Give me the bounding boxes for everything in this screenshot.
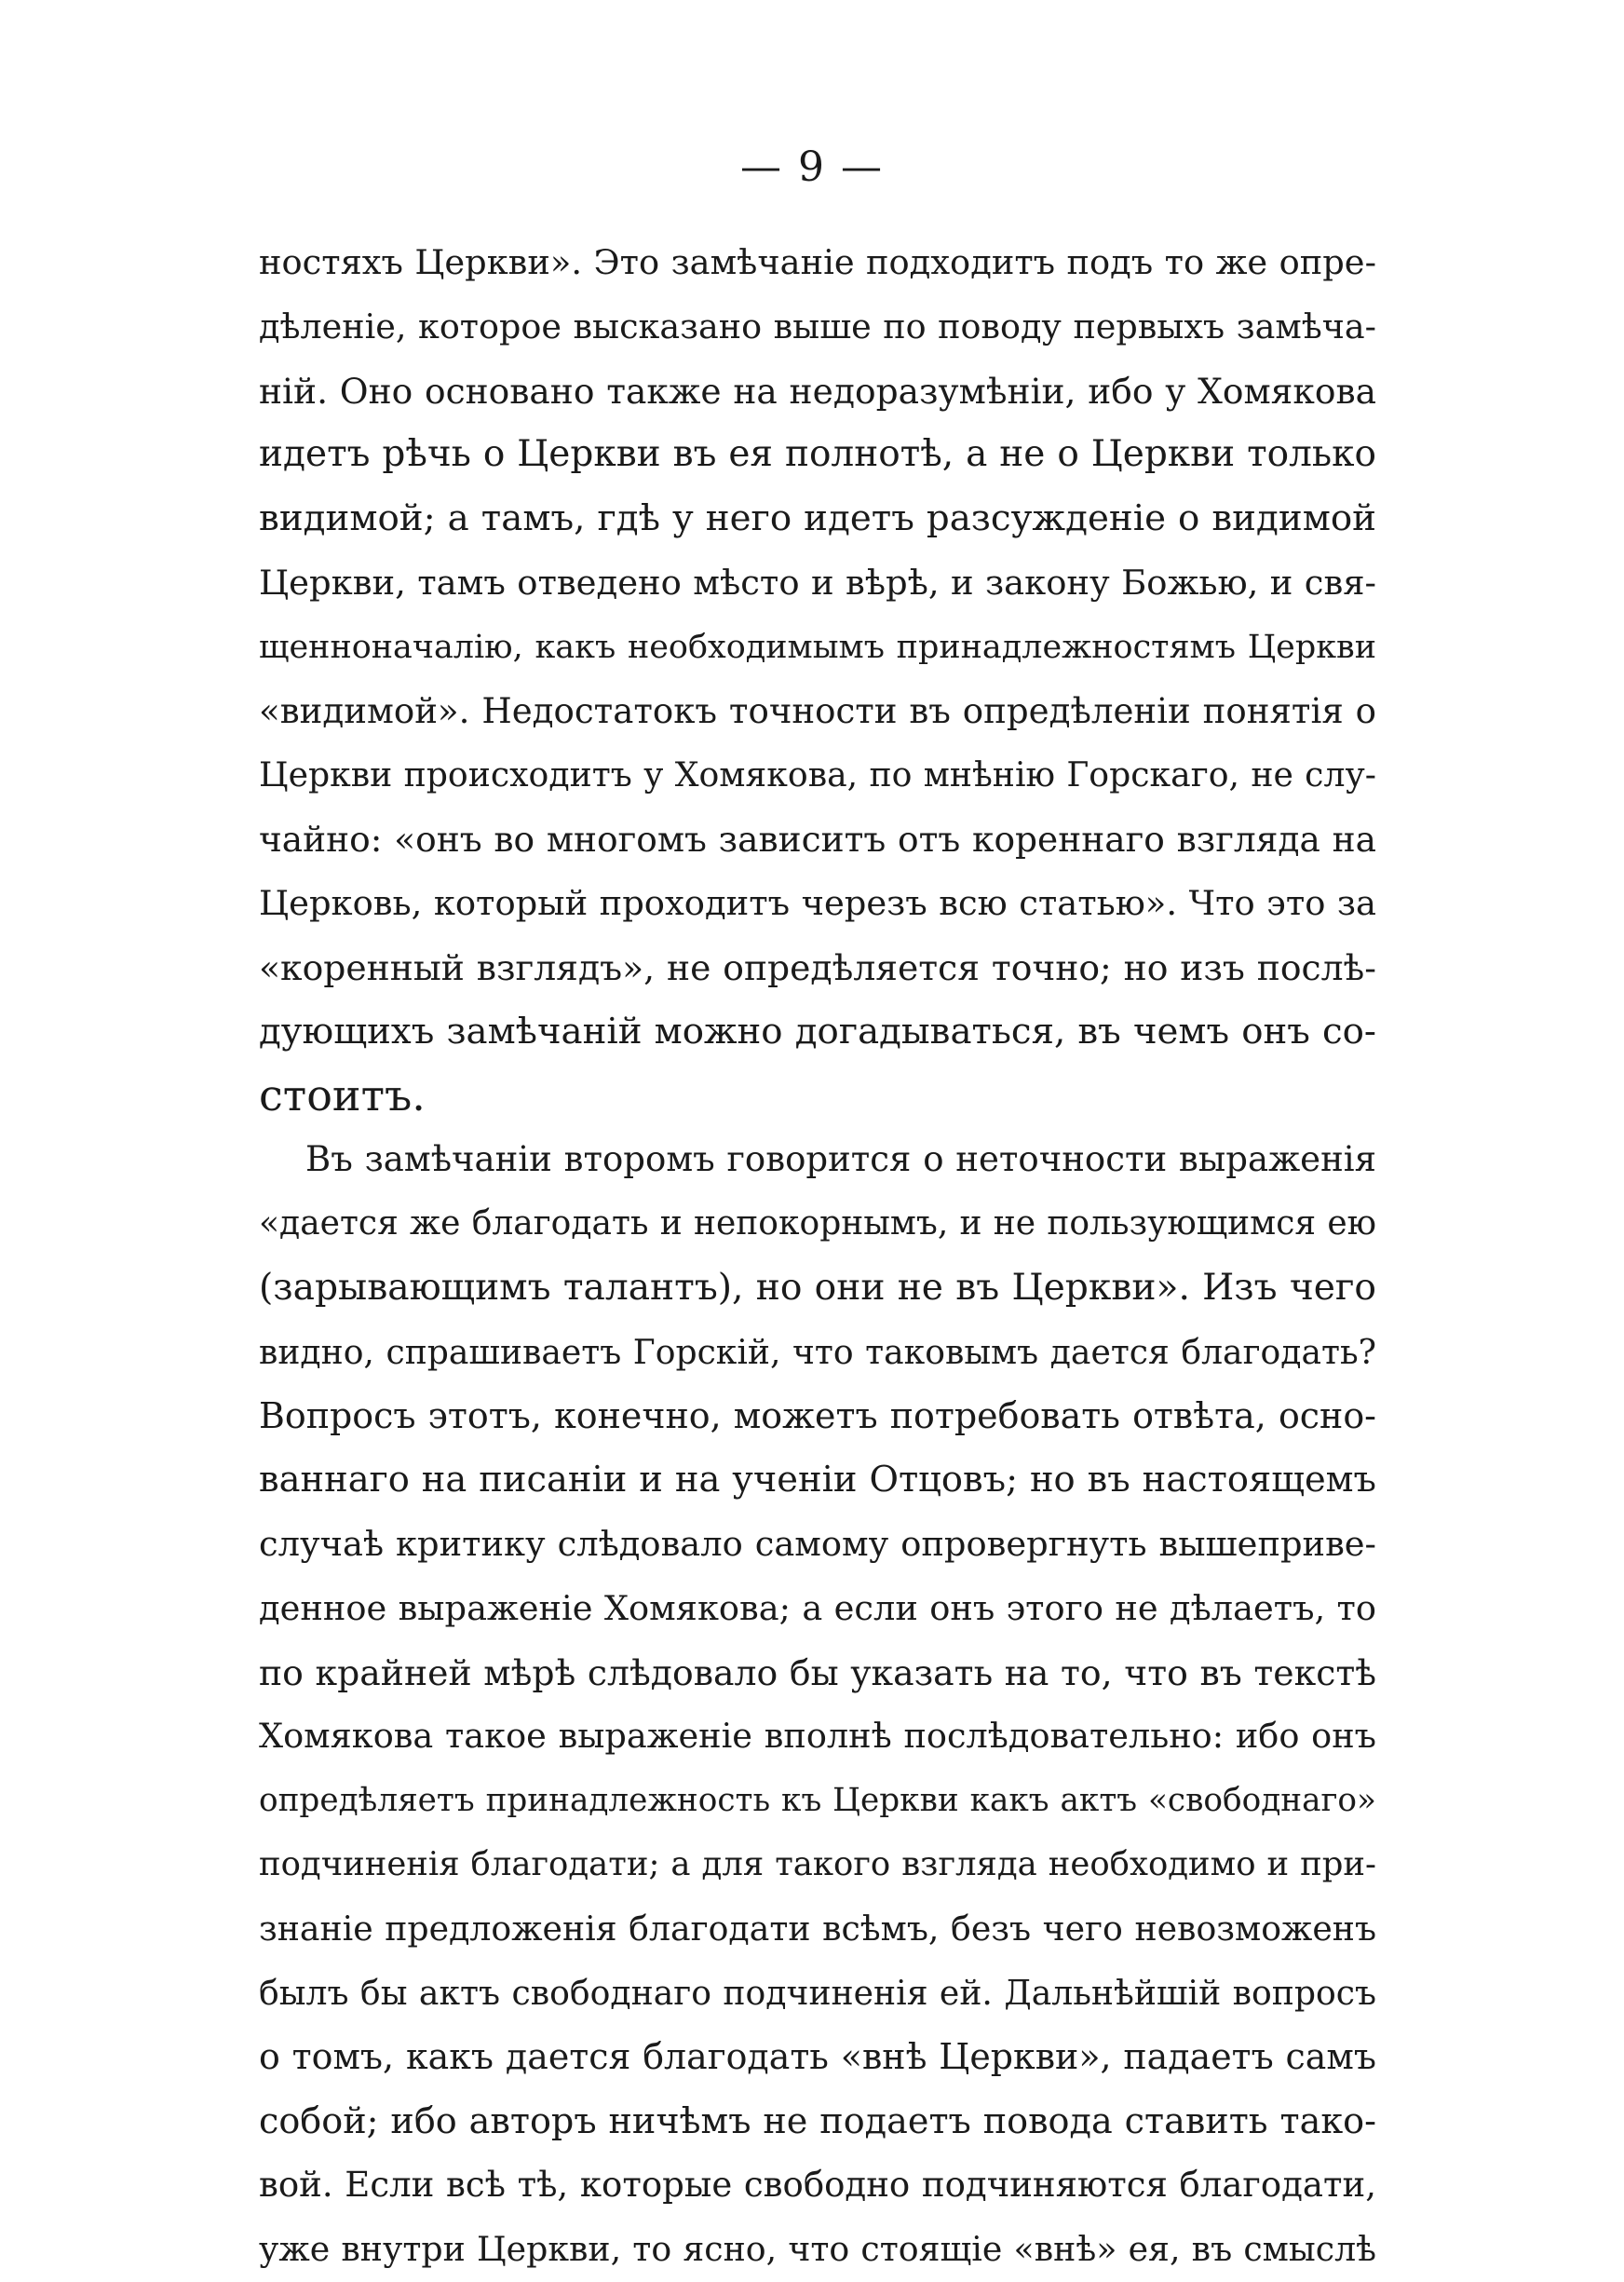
text-line: Церкви происходитъ у Хомякова, по мнѣнію Горскаго, не слу- xyxy=(259,754,1376,795)
text-line: «дается же благодать и непокорнымъ, и не пользующимся ею xyxy=(259,1203,1376,1243)
text-line: видно, спрашиваетъ Горскій, что таковымъ дается благодать? xyxy=(259,1331,1376,1372)
text-line: подчиненія благодати; а для такого взгляда необходимо и при- xyxy=(259,1844,1376,1883)
text-line: дѣленіе, которое высказано выше по поводу первыхъ замѣча- xyxy=(259,306,1376,346)
text-line: опредѣляетъ принадлежность къ Церкви какъ актъ «свободнаго» xyxy=(259,1782,1376,1820)
body-text xyxy=(259,231,1376,2282)
text-line: знаніе предложенія благодати всѣмъ, безъ чего невозможенъ xyxy=(259,1908,1376,1949)
text-line: ностяхъ Церкви». Это замѣчаніе подходитъ подъ то же опре- xyxy=(259,242,1376,282)
text-line: идетъ рѣчь о Церкви въ ея полнотѣ, а не о Церкви только xyxy=(259,433,1376,476)
text-line: чайно: «онъ во многомъ зависитъ отъ кореннаго взгляда на xyxy=(259,819,1376,861)
text-line: Церкви, тамъ отведено мѣсто и вѣрѣ, и закону Божью, и свя- xyxy=(259,562,1376,603)
text-line: дующихъ замѣчаній можно догадываться, въ чемъ онъ со- xyxy=(259,1010,1376,1053)
text-line: денное выраженіе Хомякова; а если онъ этого не дѣлаетъ, то xyxy=(259,1587,1376,1628)
text-line: щенноначалію, какъ необходимымъ принадлежностямъ Церкви xyxy=(259,628,1376,666)
text-line: о томъ, какъ дается благодать «внѣ Церкви», падаетъ самъ xyxy=(259,2036,1376,2078)
text-line: ваннаго на писаніи и на ученіи Отцовъ; но въ настоящемъ xyxy=(259,1459,1376,1501)
text-line: ній. Оно основано также на недоразумѣніи, ибо у Хомякова xyxy=(259,370,1376,412)
text-line: уже внутри Церкви, то ясно, что стоящіе «внѣ» ея, въ смыслѣ xyxy=(259,2228,1376,2269)
page-number: — 9 — xyxy=(740,143,884,191)
text-line: случаѣ критику слѣдовало самому опровергнуть вышеприве- xyxy=(259,1523,1376,1564)
text-line: «видимой». Недостатокъ точности въ опредѣленіи понятія о xyxy=(259,690,1376,731)
text-line: видимой; а тамъ, гдѣ у него идетъ разсужденіе о видимой xyxy=(259,497,1376,540)
text-line: по крайней мѣрѣ слѣдовало бы указать на то, что въ текстѣ xyxy=(259,1651,1376,1693)
text-line: былъ бы актъ свободнаго подчиненія ей. Дальнѣйшій вопросъ xyxy=(259,1972,1376,2013)
text-line: Церковь, который проходитъ черезъ всю статью». Что это за xyxy=(259,882,1376,923)
text-line: стоитъ. xyxy=(259,1070,426,1121)
text-line: «коренный взглядъ», не опредѣляется точно; но изъ послѣ- xyxy=(259,946,1376,988)
text-line: вой. Если всѣ тѣ, которые свободно подчиняются благодати, xyxy=(259,2164,1376,2205)
text-line: собой; ибо авторъ ничѣмъ не подаетъ повода ставить тако- xyxy=(259,2100,1376,2142)
text-line: (зарывающимъ талантъ), но они не въ Церкви». Изъ чего xyxy=(259,1266,1376,1309)
text-line: Хомякова такое выраженіе вполнѣ послѣдовательно: ибо онъ xyxy=(259,1716,1376,1757)
text-line: Вопросъ этотъ, конечно, можетъ потребовать отвѣта, осно- xyxy=(259,1395,1376,1437)
text-line: Въ замѣчаніи второмъ говорится о неточности выраженія xyxy=(305,1139,1376,1180)
